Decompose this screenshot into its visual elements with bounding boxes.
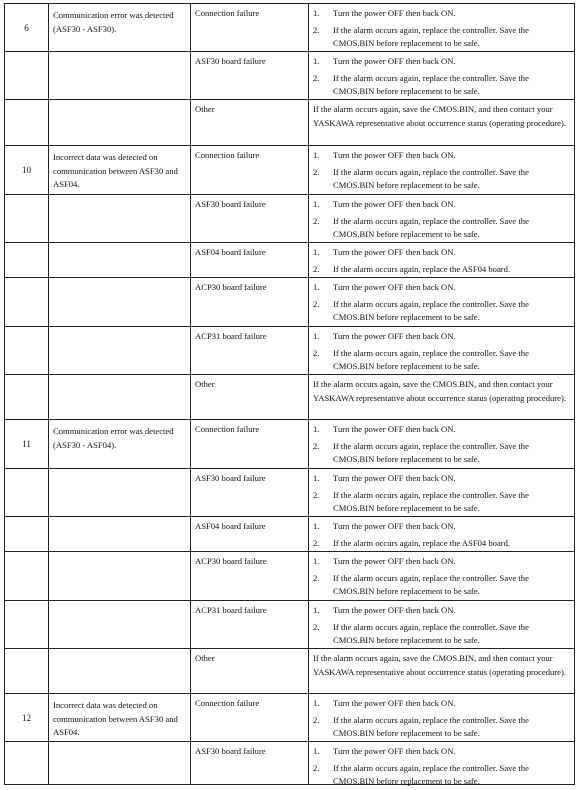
table-row — [4, 99, 575, 145]
alarm-description: Incorrect data was detected on communication between ASF30 and ASF04. — [48, 694, 190, 741]
step-text: Turn the power OFF then back ON. — [333, 746, 456, 756]
alarm-description — [48, 278, 190, 326]
step-text: If the alarm occurs again, replace the controller. Save the CMOS.BIN before replacement to be safe. — [333, 440, 529, 464]
step-text: Turn the power OFF then back ON. — [333, 199, 456, 209]
table-row — [4, 693, 575, 741]
cause-label: Other — [190, 100, 308, 145]
step-number: 1. — [313, 331, 320, 341]
remedy-step — [313, 423, 570, 437]
table-row — [4, 194, 575, 242]
remedy-cell — [308, 517, 575, 551]
remedy-step — [313, 537, 570, 551]
remedy-step — [313, 246, 570, 260]
table-row — [4, 326, 575, 374]
step-number: 1. — [313, 521, 320, 531]
remedy-cell — [308, 694, 575, 741]
alarm-number — [4, 327, 48, 374]
remedy-cell — [308, 278, 575, 326]
step-text: Turn the power OFF then back ON. — [333, 282, 456, 292]
table-row — [4, 3, 575, 51]
step-text: If the alarm occurs again, replace the controller. Save the CMOS.BIN before replacement to be safe. — [333, 714, 529, 738]
cause-label: ACP30 board failure — [190, 552, 308, 600]
remedy-step — [313, 762, 570, 789]
alarm-number — [4, 243, 48, 277]
step-text: Turn the power OFF then back ON. — [333, 473, 456, 483]
alarm-number — [4, 375, 48, 419]
cause-label: Connection failure — [190, 4, 308, 51]
step-number: 2. — [313, 621, 320, 632]
step-number: 1. — [313, 556, 320, 566]
step-text: If the alarm occurs again, replace the controller. Save the CMOS.BIN before replacement to be safe. — [333, 347, 529, 371]
alarm-description: Incorrect data was detected on communication between ASF30 and ASF04. — [48, 146, 190, 194]
alarm-number — [4, 278, 48, 326]
remedy-text: If the alarm occurs again, save the CMOS.BIN, and then contact your YASKAWA representative about occurrence status (operating procedure). — [313, 379, 566, 403]
cause-label: Connection failure — [190, 694, 308, 741]
step-text: If the alarm occurs again, replace the controller. Save the CMOS.BIN before replacement to be safe. — [333, 621, 529, 645]
remedy-step — [313, 745, 570, 759]
alarm-number — [4, 552, 48, 600]
table-row — [4, 551, 575, 600]
remedy-step — [313, 281, 570, 295]
remedy-cell — [308, 243, 575, 277]
remedy-cell — [308, 420, 575, 468]
remedy-step — [313, 555, 570, 569]
cause-label: Connection failure — [190, 420, 308, 468]
step-number: 1. — [313, 473, 320, 483]
table-row — [4, 145, 575, 194]
step-number: 2. — [313, 440, 320, 451]
remedy-step — [313, 621, 570, 648]
step-number: 2. — [313, 762, 320, 773]
alarm-description — [48, 327, 190, 374]
alarm-description — [48, 552, 190, 600]
table-row — [4, 741, 575, 785]
alarm-number: 12 — [4, 694, 48, 741]
alarm-number — [4, 601, 48, 648]
alarm-number — [4, 649, 48, 693]
remedy-step — [313, 347, 570, 374]
table-row — [4, 277, 575, 326]
step-number: 1. — [313, 698, 320, 708]
step-number: 2. — [313, 263, 320, 274]
remedy-step — [313, 7, 570, 21]
remedy-step — [313, 298, 570, 325]
step-number: 1. — [313, 199, 320, 209]
remedy-cell — [308, 742, 575, 784]
remedy-step — [313, 24, 570, 51]
step-text: Turn the power OFF then back ON. — [333, 556, 456, 566]
step-number: 2. — [313, 72, 320, 83]
remedy-cell — [308, 469, 575, 516]
remedy-cell — [308, 601, 575, 648]
step-text: Turn the power OFF then back ON. — [333, 56, 456, 66]
remedy-step — [313, 149, 570, 163]
step-number: 2. — [313, 537, 320, 548]
table-row — [4, 374, 575, 419]
step-text: If the alarm occurs again, replace the controller. Save the CMOS.BIN before replacement to be safe. — [333, 298, 529, 322]
step-text: Turn the power OFF then back ON. — [333, 247, 456, 257]
remedy-cell — [308, 649, 575, 693]
alarm-number — [4, 100, 48, 145]
step-text: Turn the power OFF then back ON. — [333, 8, 456, 18]
table-row — [4, 648, 575, 693]
step-number: 2. — [313, 572, 320, 583]
step-number: 1. — [313, 56, 320, 66]
cause-label: ACP31 board failure — [190, 327, 308, 374]
remedy-step — [313, 330, 570, 344]
step-text: Turn the power OFF then back ON. — [333, 150, 456, 160]
table-row — [4, 600, 575, 648]
alarm-description — [48, 375, 190, 419]
alarm-description — [48, 742, 190, 784]
alarm-description — [48, 601, 190, 648]
remedy-step — [313, 263, 570, 277]
step-number: 2. — [313, 166, 320, 177]
remedy-step — [313, 489, 570, 516]
step-number: 1. — [313, 282, 320, 292]
table-row — [4, 468, 575, 516]
remedy-step — [313, 572, 570, 599]
alarm-description: Communication error was detected (ASF30 - ASF04). — [48, 420, 190, 468]
alarm-description — [48, 100, 190, 145]
remedy-cell — [308, 52, 575, 99]
remedy-text: If the alarm occurs again, save the CMOS.BIN, and then contact your YASKAWA representative about occurrence status (operating procedure). — [313, 104, 566, 128]
cause-label: ACP30 board failure — [190, 278, 308, 326]
table-row — [4, 242, 575, 277]
remedy-cell — [308, 195, 575, 242]
cause-label: ASF04 board failure — [190, 517, 308, 551]
cause-label: Other — [190, 649, 308, 693]
remedy-step — [313, 198, 570, 212]
step-number: 1. — [313, 746, 320, 756]
cause-label: ASF04 board failure — [190, 243, 308, 277]
cause-label: ACP31 board failure — [190, 601, 308, 648]
cause-label: Connection failure — [190, 146, 308, 194]
remedy-cell — [308, 375, 575, 419]
alarm-number — [4, 469, 48, 516]
step-text: If the alarm occurs again, replace the ASF04 board. — [333, 537, 511, 548]
remedy-step — [313, 714, 570, 741]
step-text: If the alarm occurs again, replace the controller. Save the CMOS.BIN before replacement to be safe. — [333, 166, 529, 190]
step-text: If the alarm occurs again, replace the controller. Save the CMOS.BIN before replacement to be safe. — [333, 24, 529, 48]
remedy-step — [313, 55, 570, 69]
step-text: If the alarm occurs again, replace the controller. Save the CMOS.BIN before replacement to be safe. — [333, 72, 529, 96]
step-number: 1. — [313, 424, 320, 434]
remedy-step — [313, 604, 570, 618]
remedy-step — [313, 520, 570, 534]
table-row — [4, 419, 575, 468]
step-number: 1. — [313, 605, 320, 615]
step-number: 1. — [313, 150, 320, 160]
step-text: Turn the power OFF then back ON. — [333, 424, 456, 434]
alarm-number: 10 — [4, 146, 48, 194]
step-text: Turn the power OFF then back ON. — [333, 331, 456, 341]
alarm-description — [48, 649, 190, 693]
step-number: 2. — [313, 714, 320, 725]
alarm-number — [4, 195, 48, 242]
step-number: 2. — [313, 489, 320, 500]
step-number: 2. — [313, 215, 320, 226]
alarm-number: 11 — [4, 420, 48, 468]
remedy-step — [313, 72, 570, 99]
alarm-description — [48, 517, 190, 551]
alarm-description: Communication error was detected (ASF30 - ASF30). — [48, 4, 190, 51]
cause-label: ASF30 board failure — [190, 195, 308, 242]
step-text: Turn the power OFF then back ON. — [333, 605, 456, 615]
remedy-step — [313, 166, 570, 193]
remedy-cell — [308, 100, 575, 145]
remedy-text: If the alarm occurs again, save the CMOS.BIN, and then contact your YASKAWA representative about occurrence status (operating procedure). — [313, 653, 566, 677]
remedy-step — [313, 215, 570, 242]
alarm-table — [4, 3, 575, 785]
step-text: If the alarm occurs again, replace the controller. Save the CMOS.BIN before replacement to be safe. — [333, 762, 529, 786]
step-number: 2. — [313, 24, 320, 35]
step-text: If the alarm occurs again, replace the ASF04 board. — [333, 263, 511, 274]
alarm-description — [48, 195, 190, 242]
remedy-step — [313, 440, 570, 467]
cause-label: ASF30 board failure — [190, 469, 308, 516]
alarm-number: 6 — [4, 4, 48, 51]
alarm-number — [4, 52, 48, 99]
cause-label: ASF30 board failure — [190, 52, 308, 99]
remedy-cell — [308, 327, 575, 374]
step-text: Turn the power OFF then back ON. — [333, 698, 456, 708]
alarm-number — [4, 742, 48, 784]
remedy-cell — [308, 146, 575, 194]
step-text: If the alarm occurs again, replace the controller. Save the CMOS.BIN before replacement to be safe. — [333, 489, 529, 513]
alarm-number — [4, 517, 48, 551]
alarm-description — [48, 243, 190, 277]
alarm-description — [48, 469, 190, 516]
step-text: If the alarm occurs again, replace the controller. Save the CMOS.BIN before replacement to be safe. — [333, 215, 529, 239]
remedy-step — [313, 472, 570, 486]
step-text: If the alarm occurs again, replace the controller. Save the CMOS.BIN before replacement to be safe. — [333, 572, 529, 596]
remedy-cell — [308, 552, 575, 600]
table-row — [4, 516, 575, 551]
remedy-cell — [308, 4, 575, 51]
step-text: Turn the power OFF then back ON. — [333, 521, 456, 531]
cause-label: ASF30 board failure — [190, 742, 308, 784]
table-row — [4, 51, 575, 99]
step-number: 2. — [313, 347, 320, 358]
step-number: 1. — [313, 247, 320, 257]
step-number: 2. — [313, 298, 320, 309]
remedy-step — [313, 697, 570, 711]
cause-label: Other — [190, 375, 308, 419]
alarm-description — [48, 52, 190, 99]
step-number: 1. — [313, 8, 320, 18]
